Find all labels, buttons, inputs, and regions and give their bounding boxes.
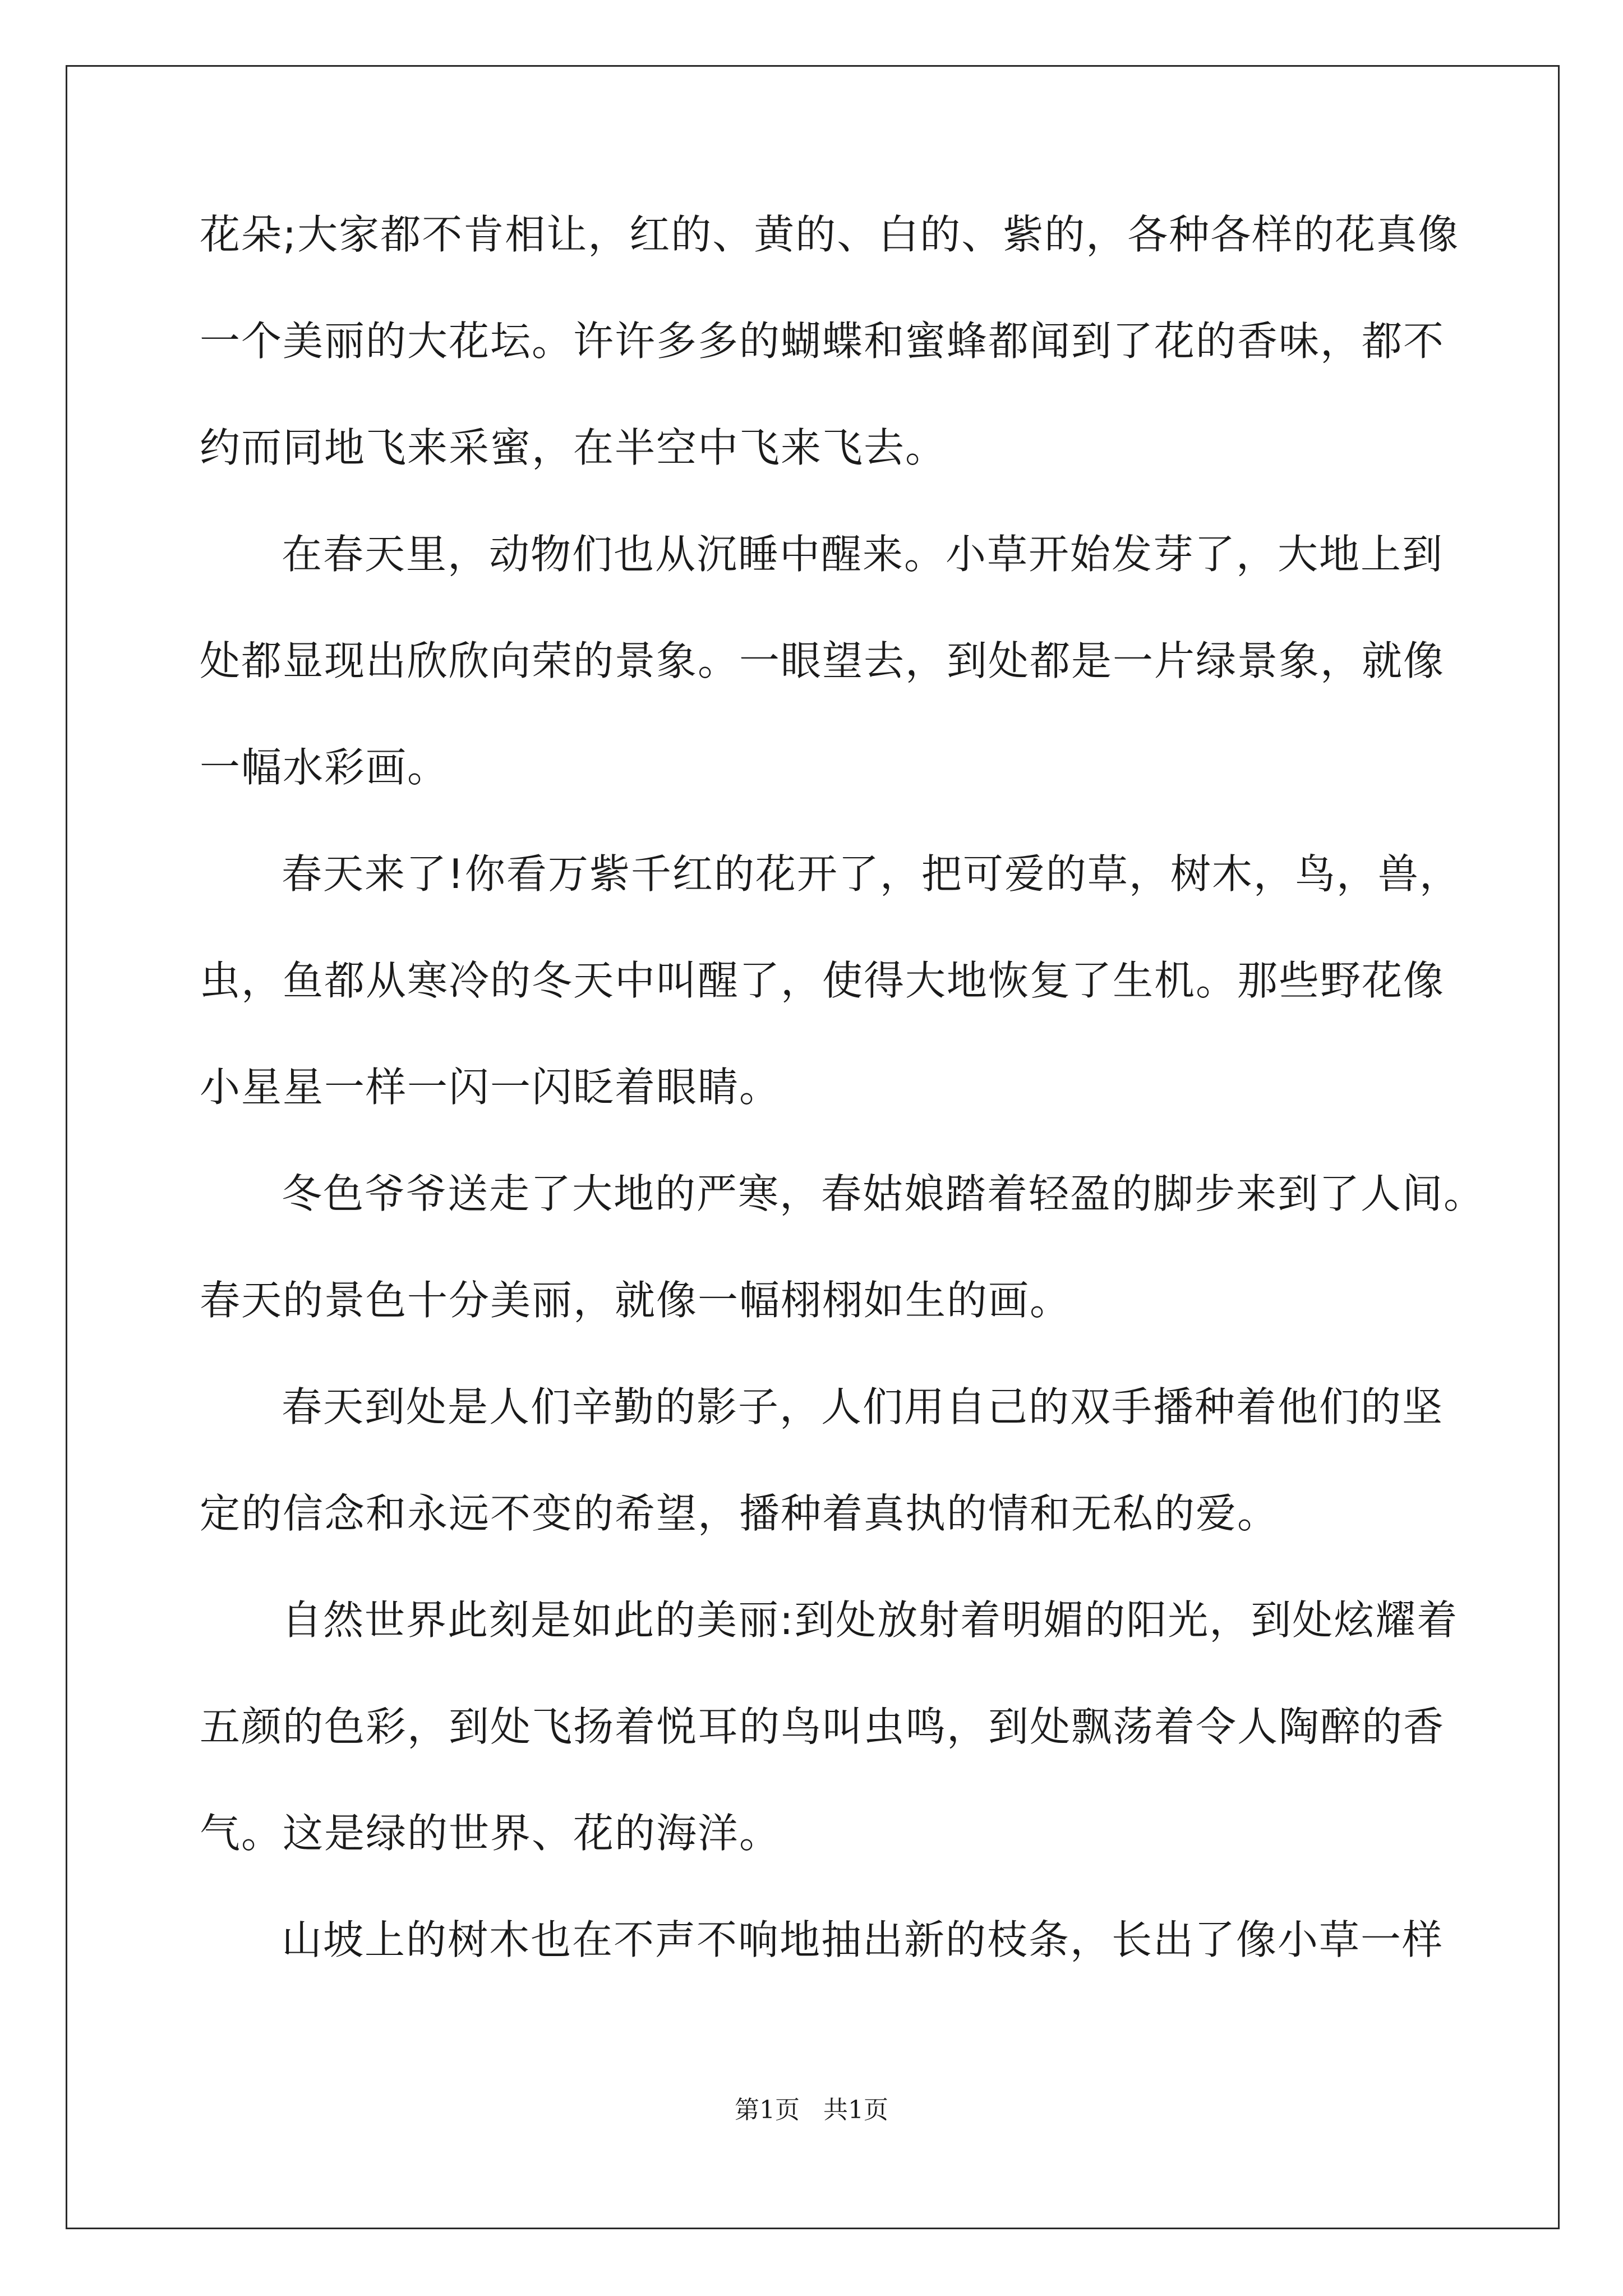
text-line: 定的信念和永远不变的希望，播种着真执的情和无私的爱。 [200,1490,1279,1537]
text-line: 小星星一样一闪一闪眨着眼睛。 [200,1064,781,1111]
text-line: 冬色爷爷送走了大地的严寒，春姑娘踏着轻盈的脚步来到了人间。 [282,1170,1486,1217]
text-line: 一个美丽的大花坛。许许多多的蝴蝶和蜜蜂都闻到了花的香味，都不 [200,318,1445,365]
text-line: 一幅水彩画。 [200,744,449,791]
text-line: 春天来了!你看万紫千红的花开了，把可爱的草，树木，鸟，兽， [282,850,1461,898]
text-line: 虫，鱼都从寒冷的冬天中叫醒了，使得大地恢复了生机。那些野花像 [200,957,1445,1004]
page-footer [0,2098,1623,2123]
text-line: 约而同地飞来采蜜，在半空中飞来飞去。 [200,424,947,471]
text-line: 五颜的色彩，到处飞扬着悦耳的鸟叫虫鸣，到处飘荡着令人陶醉的香 [200,1703,1445,1750]
text-line: 处都显现出欣欣向荣的景象。一眼望去，到处都是一片绿景象，就像 [200,637,1445,684]
text-line: 自然世界此刻是如此的美丽:到处放射着明媚的阳光，到处炫耀着 [282,1596,1459,1644]
text-line: 山坡上的树木也在不声不响地抽出新的枝条，长出了像小草一样 [282,1916,1444,1963]
text-line: 春天的景色十分美丽，就像一幅栩栩如生的画。 [200,1277,1072,1324]
page-number-label: 第1页 共1页 [735,2096,888,2124]
text-line: 春天到处是人们辛勤的影子，人们用自己的双手播种着他们的坚 [282,1383,1444,1430]
text-line: 花朵;大家都不肯相让，红的、黄的、白的、紫的，各种各样的花真像 [200,211,1460,258]
text-line: 气。这是绿的世界、花的海洋。 [200,1810,781,1857]
document-body [200,211,1486,2026]
text-line: 在春天里，动物们也从沉睡中醒来。小草开始发芽了，大地上到 [282,531,1444,578]
